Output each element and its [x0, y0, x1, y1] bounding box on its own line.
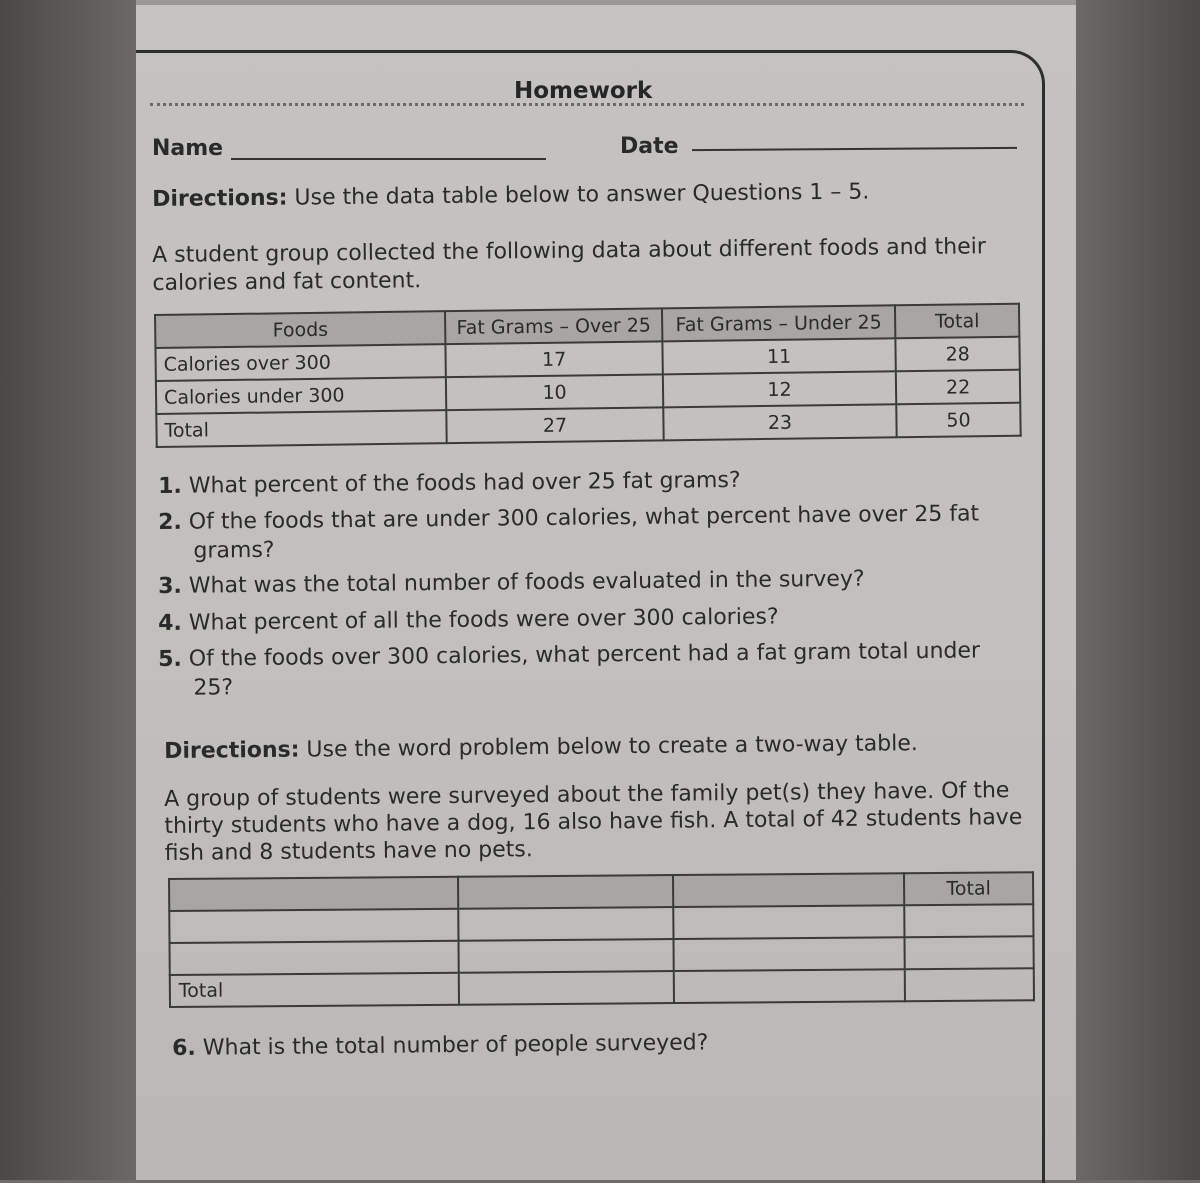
question-text: What was the total number of foods evaluated in the survey? [188, 566, 865, 599]
table-cell[interactable] [458, 875, 673, 909]
row-label: Total [156, 410, 447, 447]
worksheet-page [136, 0, 1076, 1180]
table-cell: 17 [446, 341, 663, 377]
question-number: 5. [158, 646, 182, 672]
table-cell: 28 [896, 337, 1020, 372]
header-total: Total [904, 872, 1033, 905]
table-cell[interactable] [459, 971, 674, 1005]
table-cell[interactable] [459, 907, 674, 941]
table-cell[interactable] [674, 969, 906, 1003]
question-text: What percent of the foods had over 25 fat grams? [188, 467, 741, 499]
date-label: Date [620, 134, 679, 159]
row-label-total: Total [170, 973, 460, 1007]
name-label: Name [152, 136, 224, 161]
question-text: Of the foods over 300 calories, what percent had a fat gram total under [188, 638, 981, 672]
question-5 [158, 636, 1027, 703]
question-2 [158, 499, 1027, 566]
food-data-table [154, 303, 1022, 448]
page-top-edge [136, 0, 1076, 5]
table-cell[interactable] [170, 941, 460, 975]
question-text-continued: 25? [193, 675, 234, 701]
table-cell[interactable] [169, 909, 459, 943]
header-fat-over-25: Fat Grams – Over 25 [445, 308, 662, 344]
table-cell: 12 [663, 371, 897, 407]
table-cell[interactable] [905, 936, 1034, 969]
table-cell[interactable] [169, 877, 459, 911]
background-left [0, 0, 136, 1180]
question-text: What is the total number of people surveyed? [202, 1030, 709, 1061]
table-cell[interactable] [673, 873, 905, 907]
background-right [1076, 0, 1200, 1180]
table-cell: 11 [662, 338, 896, 374]
table-cell: 23 [663, 404, 897, 440]
table-cell: 27 [447, 407, 664, 443]
question-number: 2. [158, 509, 182, 535]
two-way-table [168, 871, 1035, 1008]
directions-1-text: Use the data table below to answer Questions 1 – 5. [287, 179, 870, 211]
page-title: Homework [514, 78, 653, 104]
question-text-continued: grams? [193, 537, 275, 564]
intro-paragraph: A student group collected the following data about different foods and their calories and fat content. [152, 234, 986, 296]
directions-2-text: Use the word problem below to create a two-way table. [299, 731, 918, 763]
table-cell[interactable] [673, 905, 905, 939]
question-text: Of the foods that are under 300 calories, what percent have over 25 fat [188, 501, 980, 535]
word-problem: A group of students were surveyed about the family pet(s) they have. Of the thirty students who have a dog, 16 also have fish. A total of 42 students have fish and 8 students have no pets. [164, 778, 1023, 866]
table-cell[interactable] [905, 968, 1034, 1001]
directions-1-label: Directions: [152, 185, 288, 212]
header-fat-under-25: Fat Grams – Under 25 [662, 305, 896, 341]
question-text: What percent of all the foods were over 300 calories? [188, 604, 779, 636]
table-cell: 50 [896, 403, 1020, 438]
table-cell[interactable] [673, 937, 905, 971]
table-cell[interactable] [904, 904, 1033, 937]
table-cell[interactable] [459, 939, 674, 973]
directions-2-label: Directions: [164, 737, 300, 764]
dotted-divider [150, 103, 1024, 106]
header-total: Total [895, 304, 1019, 339]
table-cell: 10 [446, 374, 663, 410]
question-number: 4. [158, 610, 182, 636]
header-foods: Foods [155, 311, 446, 348]
question-number: 1. [158, 473, 182, 499]
table-cell: 22 [896, 370, 1020, 405]
row-label: Calories under 300 [156, 377, 447, 414]
table-row [170, 968, 1034, 1007]
question-number: 3. [158, 573, 182, 599]
row-label: Calories over 300 [155, 344, 446, 381]
question-number: 6. [172, 1035, 196, 1061]
name-field[interactable] [231, 158, 546, 160]
